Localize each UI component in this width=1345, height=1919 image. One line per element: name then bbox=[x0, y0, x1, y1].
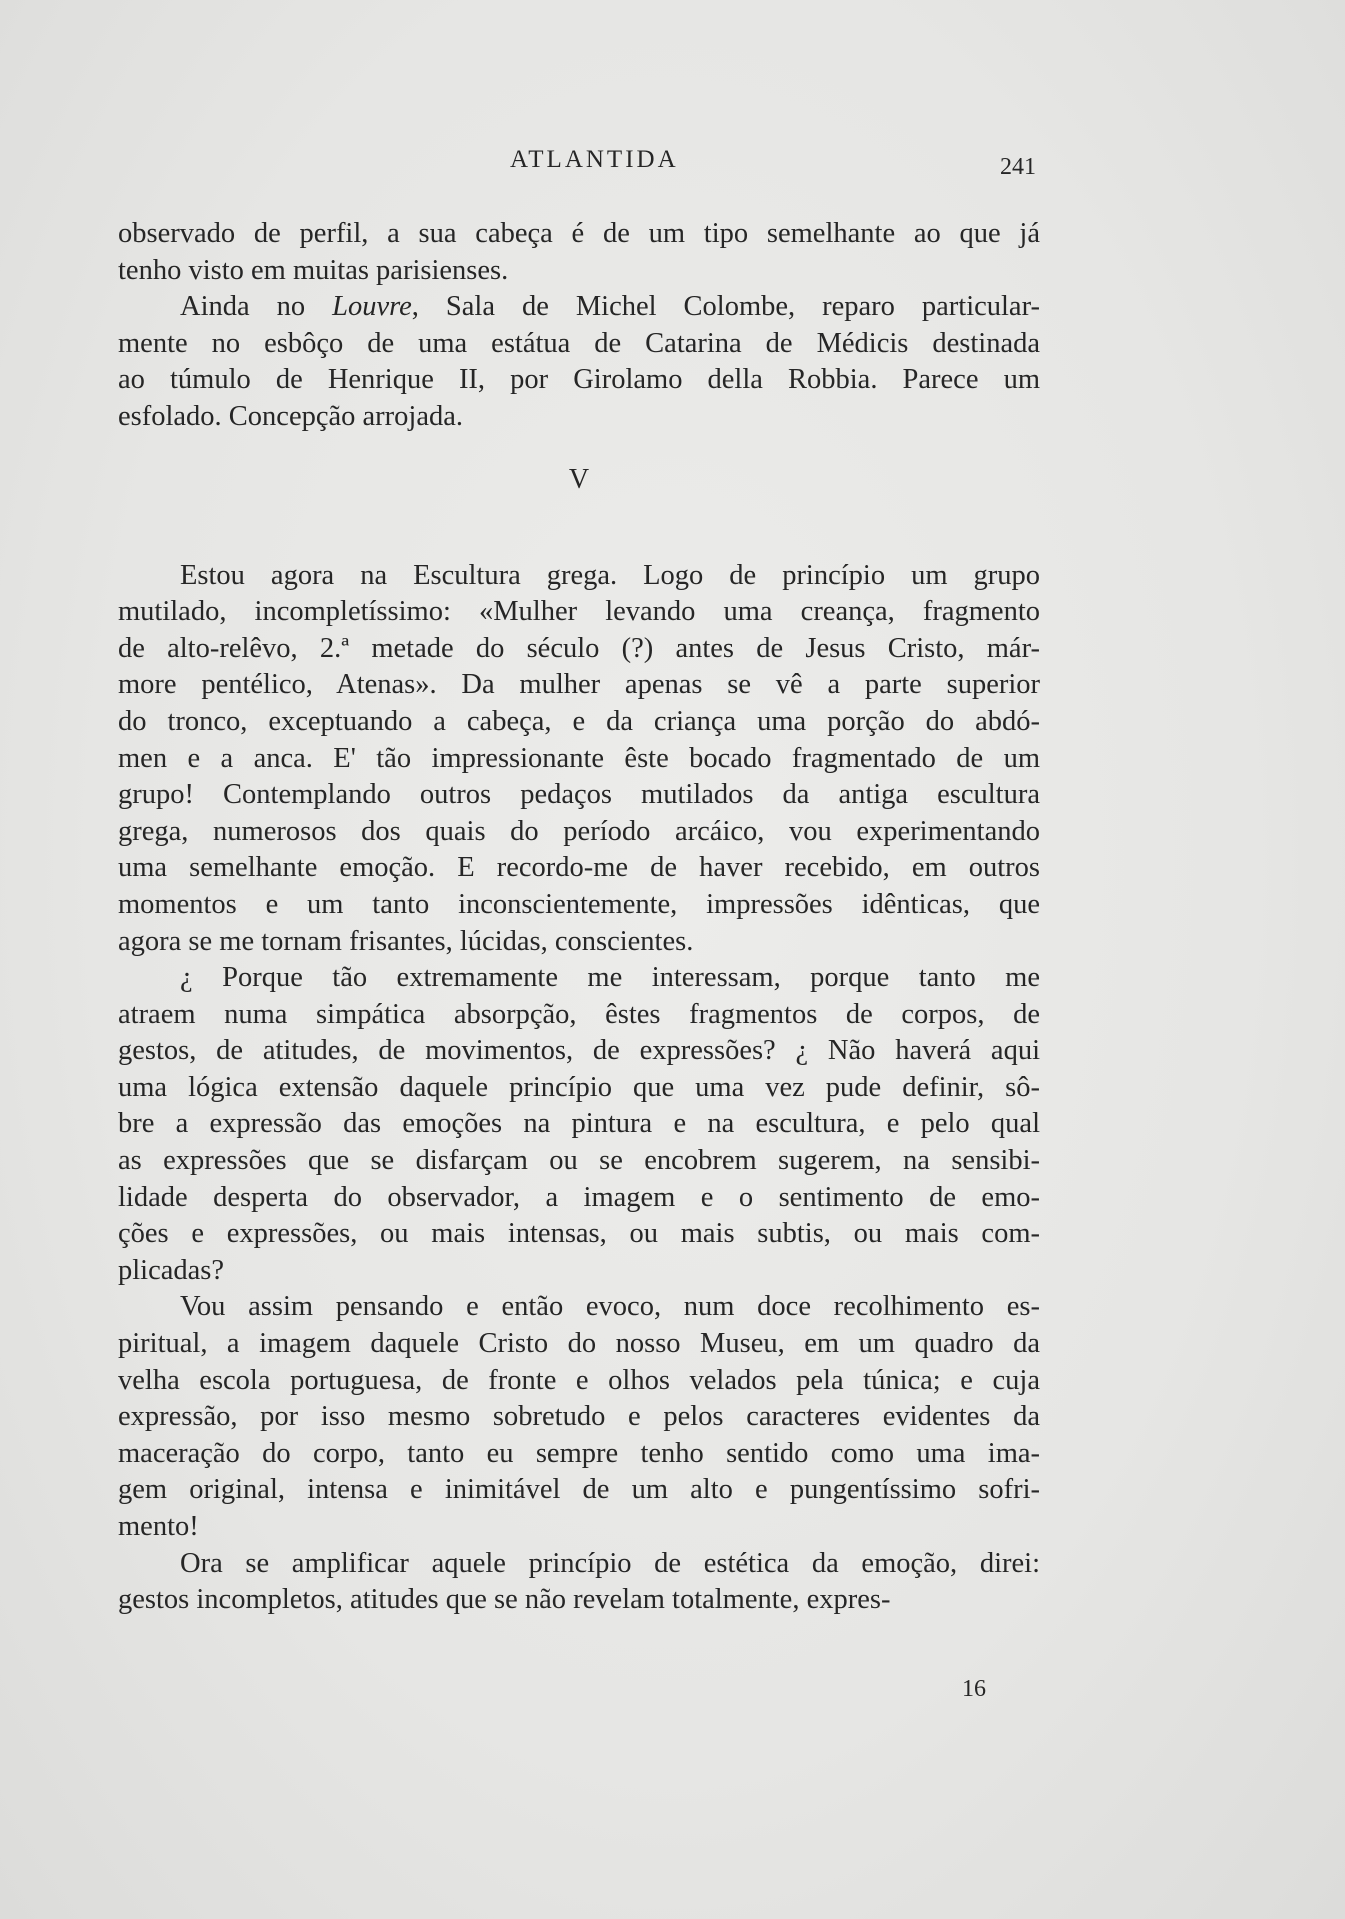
paragraph-1 bbox=[118, 216, 1040, 289]
text-line: lidade desperta do observador, a imagem e o sentimento de emo- bbox=[118, 1181, 1040, 1213]
text-line: ¿ Porque tão extremamente me interessam, porque tanto me bbox=[180, 962, 1040, 994]
text-line: agora se me tornam frisantes, lúcidas, conscientes. bbox=[118, 925, 694, 957]
text-line: gestos incompletos, atitudes que se não revelam totalmente, expres- bbox=[118, 1584, 891, 1616]
section-paragraph bbox=[118, 960, 1040, 1289]
section-heading: V bbox=[568, 463, 590, 495]
section-paragraph bbox=[118, 1546, 1040, 1619]
text-span: , Sala de Michel Colombe, reparo particular- bbox=[411, 291, 1040, 323]
text-line: mento! bbox=[118, 1511, 199, 1542]
text-line: gem original, intensa e inimitável de um alto e pungentíssimo sofri- bbox=[118, 1474, 1040, 1506]
text-line: esfolado. Concepção arrojada. bbox=[118, 400, 464, 432]
text-line: as expressões que se disfarçam ou se encobrem sugerem, na sensibi- bbox=[118, 1145, 1040, 1177]
text-line: Ora se amplificar aquele princípio de estética da emoção, direi: bbox=[180, 1547, 1040, 1579]
text-line: piritual, a imagem daquele Cristo do nosso Museu, em um quadro da bbox=[118, 1328, 1040, 1360]
signature-mark: 16 bbox=[962, 1676, 986, 1702]
text-line: observado de perfil, a sua cabeça é de um tipo semelhante ao que já bbox=[118, 218, 1040, 249]
page-number: 241 bbox=[1000, 154, 1036, 180]
text-line: velha escola portuguesa, de fronte e olhos velados pela túnica; e cuja bbox=[118, 1364, 1040, 1396]
text-line: ao túmulo de Henrique II, por Girolamo della Robbia. Parece um bbox=[118, 364, 1040, 396]
text-line: uma semelhante emoção. E recordo-me de haver recebido, em outros bbox=[118, 852, 1040, 884]
text-line: plicadas? bbox=[118, 1254, 225, 1286]
text-line: mutilado, incompletíssimo: «Mulher levando uma creança, fragmento bbox=[118, 596, 1040, 628]
paragraph-2 bbox=[118, 289, 1040, 435]
text-line: do tronco, exceptuando a cabeça, e da criança uma porção do abdó- bbox=[118, 705, 1040, 737]
section-paragraph bbox=[118, 558, 1040, 961]
running-head bbox=[0, 146, 1345, 186]
text-line: atraem numa simpática absorpção, êstes fragmentos de corpos, de bbox=[118, 998, 1040, 1030]
text-line: bre a expressão das emoções na pintura e na escultura, e pelo qual bbox=[118, 1108, 1040, 1140]
louvre-italic: Louvre bbox=[332, 291, 412, 323]
text-line: tenho visto em muitas parisienses. bbox=[118, 254, 509, 286]
text-line: grega, numerosos dos quais do período arcáico, vou experimentando bbox=[118, 815, 1040, 847]
text-line: gestos, de atitudes, de movimentos, de expressões? ¿ Não haverá aqui bbox=[118, 1035, 1040, 1067]
text-line: maceração do corpo, tanto eu sempre tenho sentido como uma ima- bbox=[118, 1437, 1040, 1469]
text-line: grupo! Contemplando outros pedaços mutilados da antiga escultura bbox=[118, 779, 1040, 811]
section-body bbox=[118, 558, 1040, 1619]
section-paragraph bbox=[118, 1289, 1040, 1545]
text-line: ções e expressões, ou mais intensas, ou mais subtis, ou mais com- bbox=[118, 1218, 1040, 1250]
text-line: uma lógica extensão daquele princípio que uma vez pude definir, sô- bbox=[118, 1071, 1040, 1103]
text-line bbox=[118, 289, 1040, 326]
text-line: more pentélico, Atenas». Da mulher apenas se vê a parte superior bbox=[118, 669, 1040, 701]
text-line: mente no esbôço de uma estátua de Catarina de Médicis destinada bbox=[118, 327, 1040, 359]
text-line: Estou agora na Escultura grega. Logo de princípio um grupo bbox=[180, 559, 1040, 591]
text-line: Vou assim pensando e então evoco, num doce recolhimento es- bbox=[180, 1291, 1040, 1323]
text-span: Ainda no bbox=[180, 291, 333, 323]
text-line: momentos e um tanto inconscientemente, impressões idênticas, que bbox=[118, 888, 1040, 920]
text-line: de alto-relêvo, 2.ª metade do século (?) antes de Jesus Cristo, már- bbox=[118, 632, 1040, 664]
text-line: expressão, por isso mesmo sobretudo e pelos caracteres evidentes da bbox=[118, 1401, 1040, 1433]
body-text bbox=[118, 216, 1040, 1619]
text-line: men e a anca. E' tão impressionante êste bocado fragmentado de um bbox=[118, 742, 1040, 774]
journal-title: ATLANTIDA bbox=[510, 146, 679, 173]
